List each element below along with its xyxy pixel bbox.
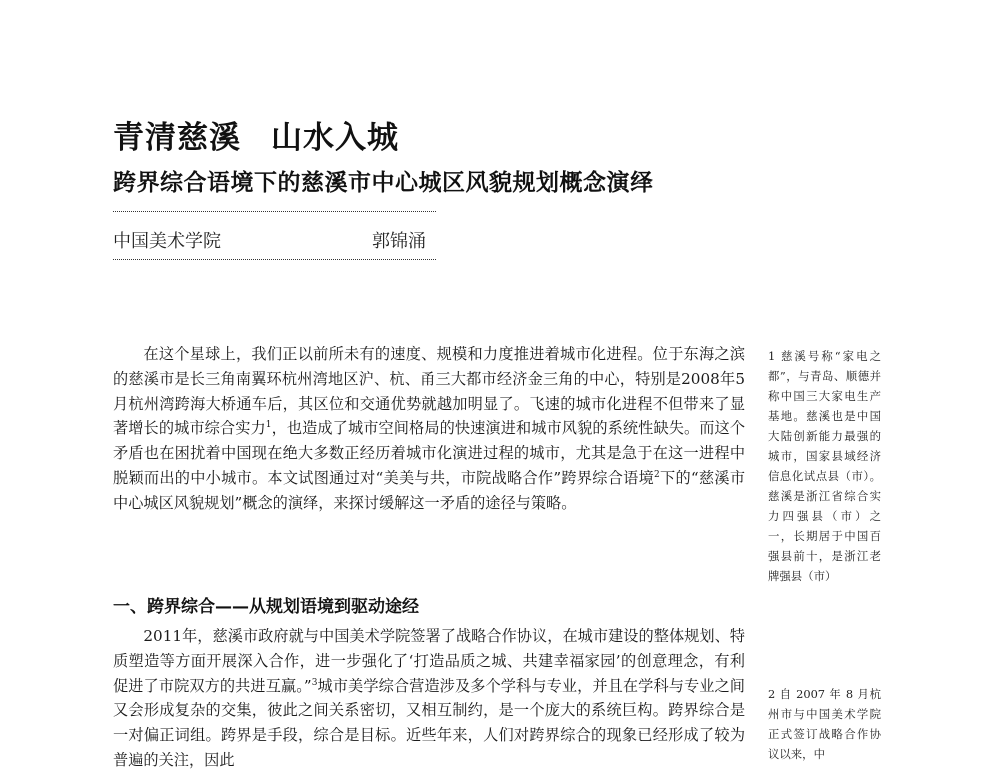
title-part-2: 山水入城 — [271, 120, 399, 156]
sidenote-2: 2 自 2007 年 8 月杭州市与中国美术学院正式签订战略合作协议以来，中 — [768, 687, 881, 761]
institution: 中国美术学院 — [113, 231, 221, 252]
p1-text-c: 下的“慈溪市中心城区风貌规划”概念的演绎，来探讨缓解这一矛盾的途径与策略。 — [113, 468, 746, 512]
article-subtitle: 跨界综合语境下的慈溪市中心城区风貌规划概念演绎 — [113, 170, 654, 196]
body-paragraph-1 — [113, 342, 745, 516]
dotted-divider-top — [113, 211, 436, 212]
footnote-ref-3: 3 — [311, 677, 318, 688]
footnote-ref-2: 2 — [654, 469, 660, 480]
p2-text-b: 城市美学综合营造涉及多个学科与专业，并且在学科与专业之间又会形成复杂的交集，彼此之间关系密切，又相互制约，是一个庞大的系统巨构。跨界综合是一对偏正词组。跨界是手段，综合是目标。近些年来，人们对跨界综合的现象已经形成了较为普遍的关注，因此 — [113, 676, 745, 769]
body-paragraph-2 — [113, 624, 745, 773]
p2-text-a: 2011年，慈溪市政府就与中国美术学院签署了战略合作协议，在城市建设的整体规划、特质塑造等方面开展深入合作，进一步强化了‘打造品质之城、共建幸福家园’的创意理念，有利促进了市院双方的共进互赢。” — [113, 627, 745, 695]
title-part-1: 青清慈溪 — [113, 120, 241, 156]
sidenote-1: 1 慈溪号称“家电之都”，与青岛、顺德并称中国三大家电生产基地。慈溪也是中国大陆创新能力最强的城市，国家县域经济信息化试点县（市）。慈溪是浙江省综合实力四强县（市）之一，长期居于中国百强县前十，是浙江老牌强县（市） — [768, 349, 881, 583]
footnote-ref-1: 1 — [265, 420, 272, 431]
author-name: 郭锦涌 — [372, 231, 426, 252]
p1-text-b: ，也造成了城市空间格局的快速演进和城市风貌的系统性缺失。而这个矛盾也在困扰着中国现在绝大多数正经历着城市化演进过程的城市，尤其是急于在这一进程中脱颖而出的中小城市。本文试图通过对“美美与共，市院战略合作”跨界综合语境 — [113, 419, 746, 487]
dotted-divider-bottom — [113, 259, 436, 260]
section-heading-1: 一、跨界综合——从规划语境到驱动途经 — [113, 597, 419, 617]
p1-text-a: 在这个星球上，我们正以前所未有的速度、规模和力度推进着城市化进程。位于东海之滨的慈溪市是长三角南翼环杭州湾地区沪、杭、甬三大都市经济金三角的中心，特别是2008年5月杭州湾跨海大桥通车后，其区位和交通优势就越加明显了。飞速的城市化进程不但带来了显著增长的城市综合实力 — [113, 345, 745, 438]
article-title — [113, 112, 399, 157]
